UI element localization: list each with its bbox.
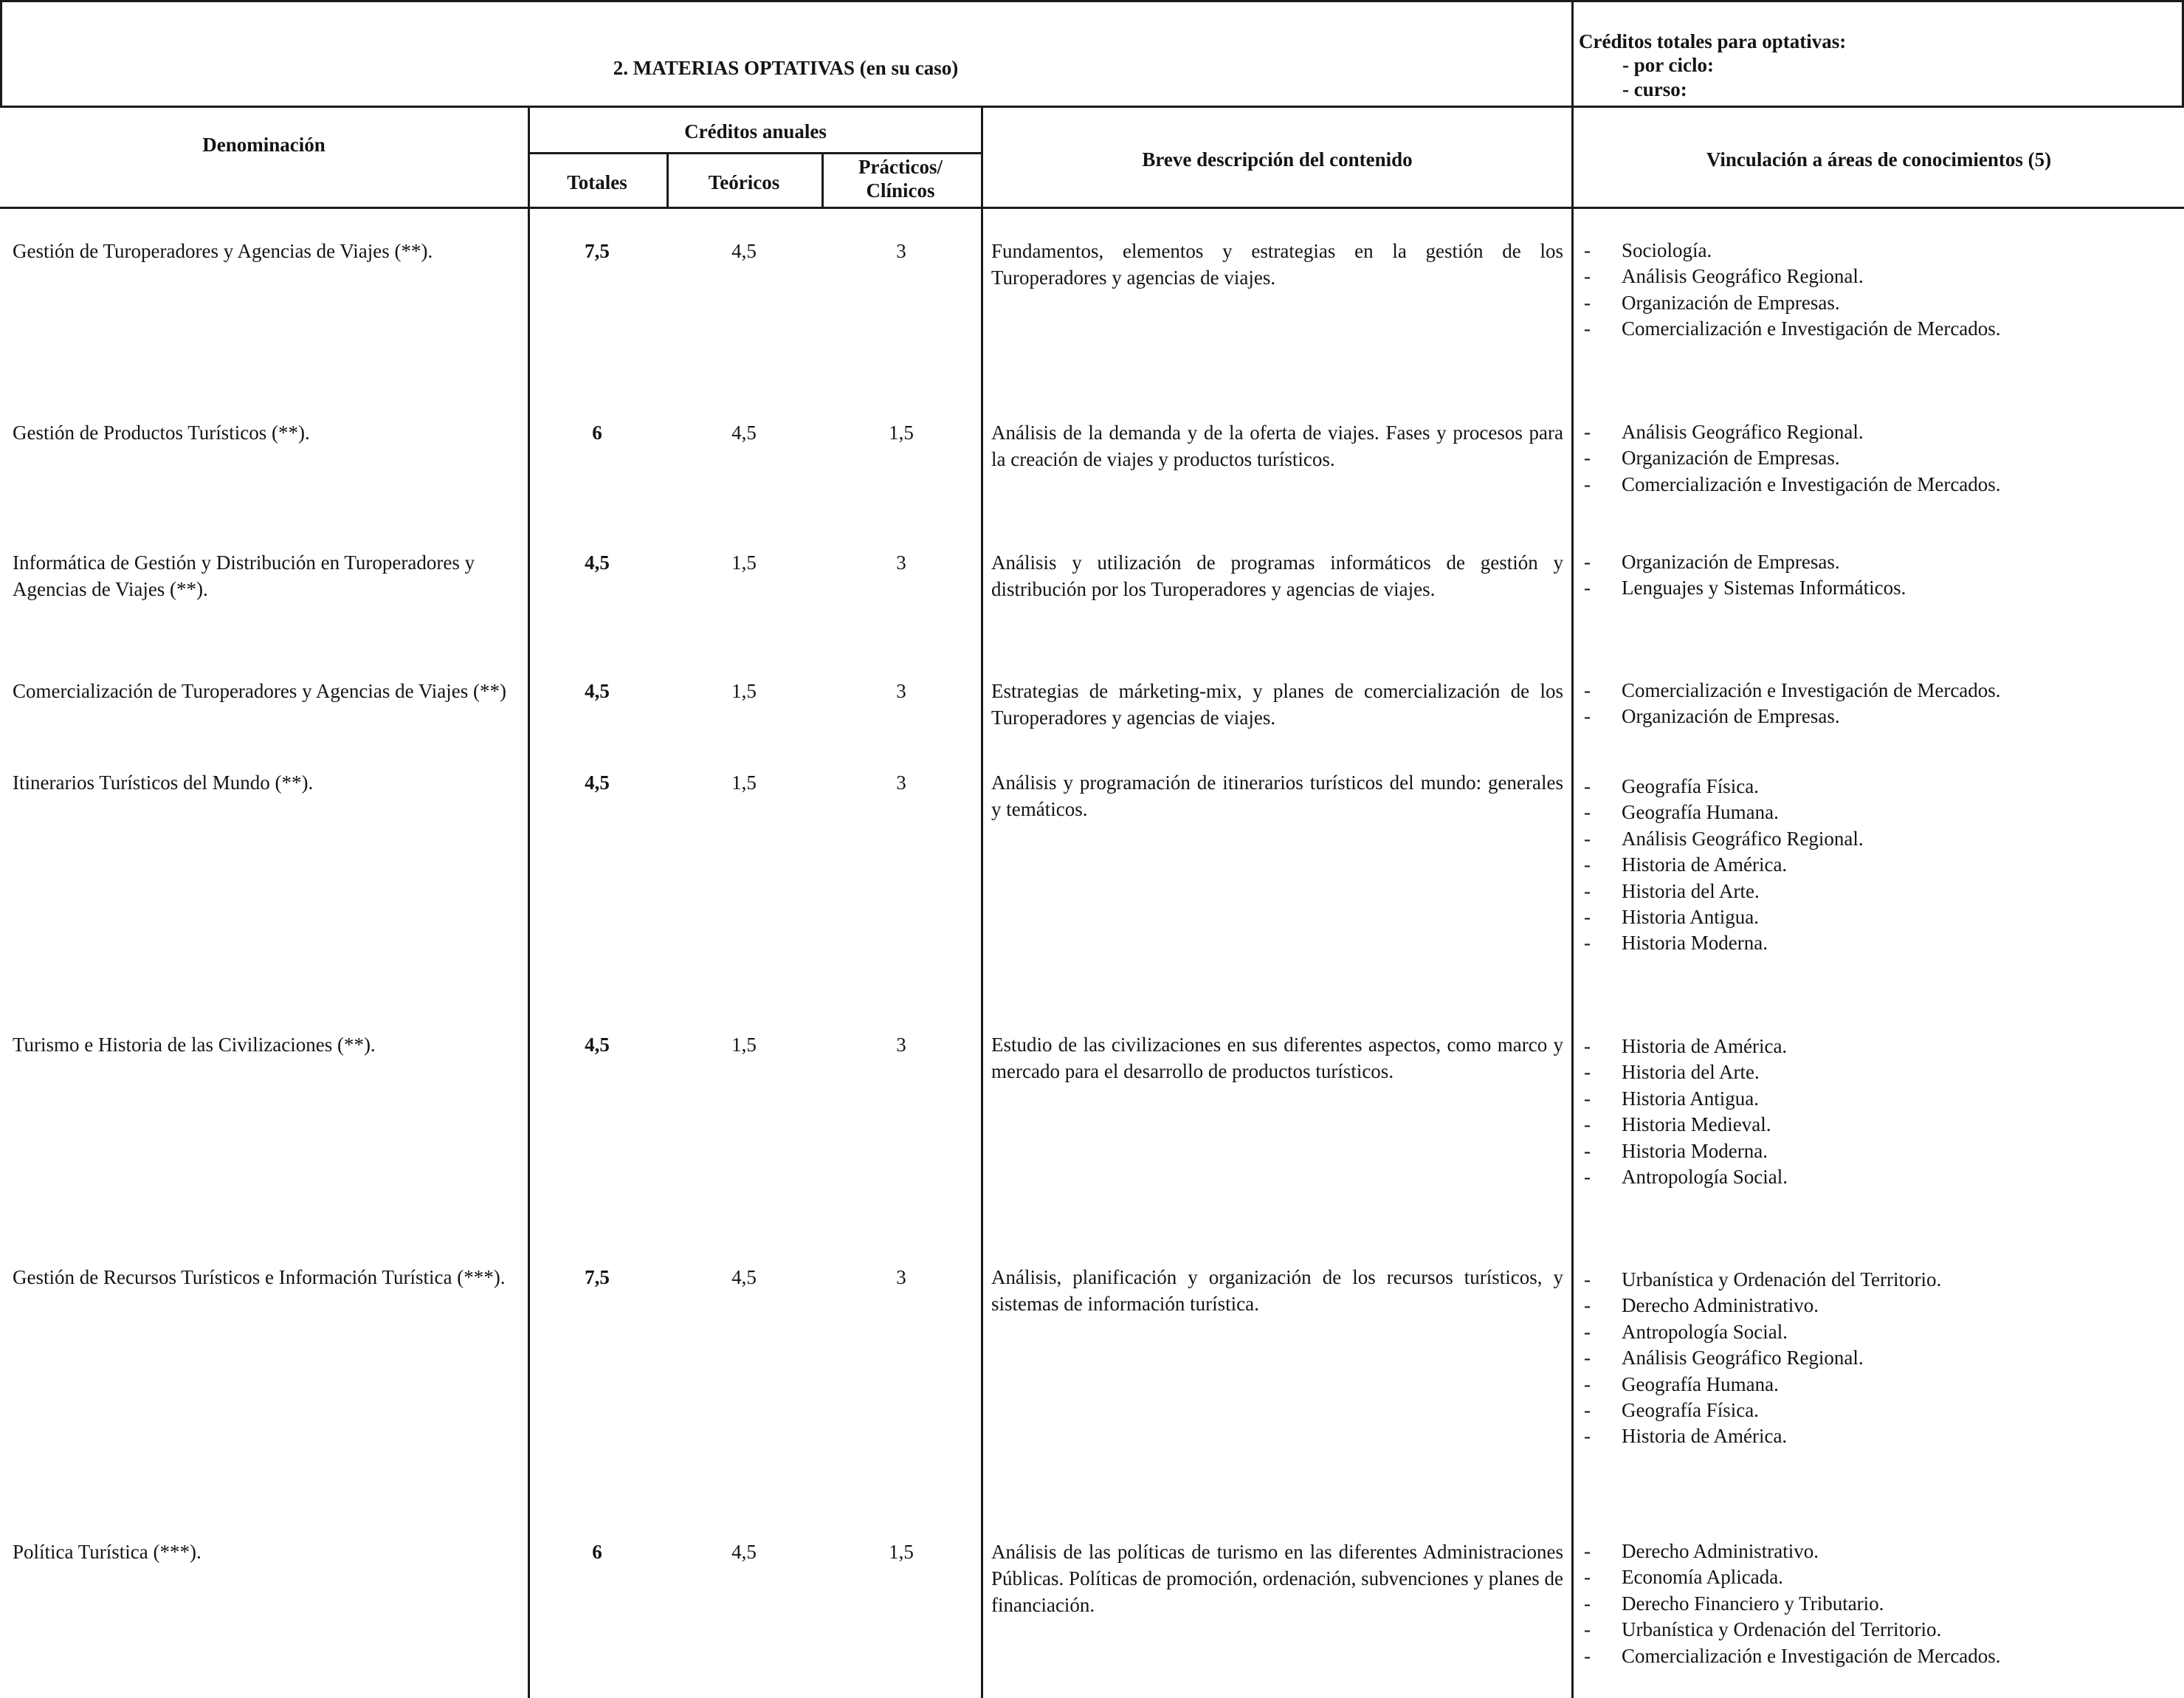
col-divider-descripcion [981,106,983,1698]
row-1-practicos: 3 [896,240,906,262]
area-item: - Comercialización e Investigación de Mercados. [1584,1644,2001,1667]
col-header-practicos: Prácticos/ Clínicos [858,156,943,202]
row-6-description: Estudio de las civilizaciones en sus diferentes aspectos, como marco y mercado para el desarrollo de productos turísticos. [991,1034,1563,1082]
area-item: - Comercialización e Investigación de Mercados. [1584,317,2001,340]
row-5-teoricos: 1,5 [731,771,757,794]
row-6-teoricos: 1,5 [731,1034,757,1056]
area-item: - Historia de América. [1584,1425,1788,1448]
table-top-border [0,0,2184,2]
row-5-description: Análisis y programación de itinerarios turísticos del mundo: generales y temáticos. [991,771,1563,820]
row-5-practicos: 3 [896,771,906,794]
row-2-totales: 6 [592,422,602,444]
row-7-practicos: 3 [896,1266,906,1288]
area-item: - Derecho Administrativo. [1584,1294,1819,1317]
row-8-totales: 6 [592,1541,602,1563]
row-7-teoricos: 4,5 [731,1266,757,1288]
row-7-name: Gestión de Recursos Turísticos e Información Turística (***). [13,1266,506,1288]
row-5-totales: 4,5 [585,771,610,794]
col-header-totales: Totales [567,171,627,193]
area-item: - Historia Antigua. [1584,906,1759,929]
col-header-teoricos: Teóricos [708,171,780,193]
area-item: - Urbanística y Ordenación del Territorio. [1584,1618,1942,1641]
credits-box-line-ciclo: - por ciclo: [1622,54,1714,76]
col-header-vinculacion: Vinculación a áreas de conocimientos (5) [1706,148,2052,171]
area-item: - Geografía Física. [1584,1399,1759,1422]
row-6-practicos: 3 [896,1034,906,1056]
area-item: - Organización de Empresas. [1584,705,1840,728]
credits-box-line-curso: - curso: [1622,78,1687,100]
area-item: - Historia Moderna. [1584,1139,1768,1162]
row-8-teoricos: 4,5 [731,1541,757,1563]
area-item: - Sociología. [1584,239,1712,261]
col-divider-teoricos [821,154,824,208]
area-item: - Geografía Humana. [1584,1372,1779,1395]
area-item: - Organización de Empresas. [1584,447,1840,470]
area-item: - Historia del Arte. [1584,879,1760,902]
creditos-anuales-underline [528,152,983,154]
col-header-denominacion: Denominación [202,134,325,156]
row-4-practicos: 3 [896,680,906,702]
area-item: - Análisis Geográfico Regional. [1584,265,1864,288]
row-1-name: Gestión de Turoperadores y Agencias de Viajes (**). [13,240,433,262]
area-item: - Lenguajes y Sistemas Informáticos. [1584,577,1906,599]
row-3-name: Informática de Gestión y Distribución en Turoperadores y Agencias de Viajes (**). [13,551,475,600]
row-1-totales: 7,5 [585,240,610,262]
row-4-teoricos: 1,5 [731,680,757,702]
row-4-description: Estrategias de márketing-mix, y planes de comercialización de los Turoperadores y agencias de viajes. [991,680,1563,729]
row-1-teoricos: 4,5 [731,240,757,262]
row-4-name: Comercialización de Turoperadores y Agencias de Viajes (**) [13,680,506,702]
row-8-areas [1577,1539,2001,1669]
row-6-name: Turismo e Historia de las Civilizaciones (**). [13,1034,376,1056]
row-6-areas [1577,1034,1788,1190]
credits-box-title: Créditos totales para optativas: [1579,30,1847,52]
row-8-description: Análisis de las políticas de turismo en las diferentes Administraciones Públicas. Políticas de promoción, ordenación, subvenciones y planes de financiación. [991,1541,1563,1616]
column-header-bottom [0,207,2184,209]
col-divider-denominacion [528,106,530,1698]
area-item: - Organización de Empresas. [1584,551,1840,573]
col-header-creditos-anuales: Créditos anuales [684,120,827,142]
area-item: - Derecho Administrativo. [1584,1540,1819,1562]
row-7-description: Análisis, planificación y organización de los recursos turísticos, y sistemas de información turística. [991,1266,1563,1315]
area-item: - Economía Aplicada. [1584,1566,1783,1589]
row-3-areas [1577,549,1906,602]
area-item: - Geografía Humana. [1584,801,1779,824]
area-item: - Análisis Geográfico Regional. [1584,1347,1864,1369]
area-item: - Historia de América. [1584,853,1788,876]
row-1-areas [1577,238,2001,343]
row-6-totales: 4,5 [585,1034,610,1056]
area-item: - Historia Medieval. [1584,1113,1771,1136]
area-item: - Análisis Geográfico Regional. [1584,421,1864,443]
header-separator [0,106,2184,108]
row-2-practicos: 1,5 [889,422,914,444]
row-8-practicos: 1,5 [889,1541,914,1563]
row-2-teoricos: 4,5 [731,422,757,444]
area-item: - Análisis Geográfico Regional. [1584,827,1864,850]
col-header-descripcion: Breve descripción del contenido [1142,148,1413,171]
row-2-name: Gestión de Productos Turísticos (**). [13,422,310,444]
row-8-name: Política Turística (***). [13,1541,201,1563]
row-3-totales: 4,5 [585,551,610,574]
row-3-description: Análisis y utilización de programas informáticos de gestión y distribución por los Turoperadores y agencias de viajes. [991,551,1563,600]
row-5-areas [1577,774,1864,957]
row-3-practicos: 3 [896,551,906,574]
area-item: - Comercialización e Investigación de Mercados. [1584,679,2001,701]
row-4-areas [1577,678,2001,730]
section-title: 2. MATERIAS OPTATIVAS (en su caso) [613,57,959,79]
row-4-totales: 4,5 [585,680,610,702]
row-5-name: Itinerarios Turísticos del Mundo (**). [13,771,314,794]
area-item: - Historia de América. [1584,1035,1788,1057]
area-item: - Geografía Física. [1584,775,1759,797]
area-item: - Historia Moderna. [1584,932,1768,955]
area-item: - Historia del Arte. [1584,1061,1760,1084]
credits-box-divider [1571,0,1574,1698]
row-7-areas [1577,1267,1941,1450]
area-item: - Organización de Empresas. [1584,291,1840,314]
table-left-border [0,0,2,108]
area-item: - Antropología Social. [1584,1166,1788,1189]
area-item: - Comercialización e Investigación de Mercados. [1584,472,2001,495]
row-1-description: Fundamentos, elementos y estrategias en la gestión de los Turoperadores y agencias de viajes. [991,240,1563,289]
row-2-description: Análisis de la demanda y de la oferta de viajes. Fases y procesos para la creación de viajes y productos turísticos. [991,422,1563,470]
area-item: - Urbanística y Ordenación del Territorio. [1584,1268,1942,1290]
area-item: - Derecho Financiero y Tributario. [1584,1592,1884,1615]
area-item: - Antropología Social. [1584,1320,1788,1343]
row-7-totales: 7,5 [585,1266,610,1288]
row-2-areas [1577,419,2001,498]
row-3-teoricos: 1,5 [731,551,757,574]
area-item: - Historia Antigua. [1584,1087,1759,1110]
